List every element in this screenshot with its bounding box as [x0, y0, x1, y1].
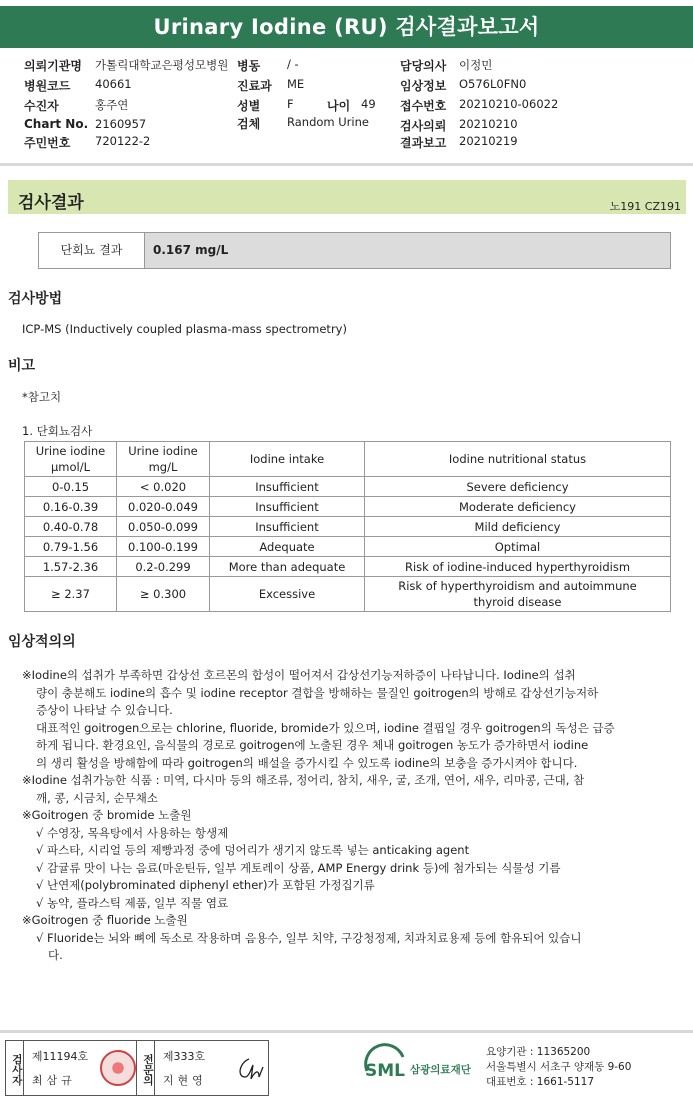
table-row [25, 497, 671, 517]
hcode-label: 병원코드 [24, 79, 71, 93]
hcode-value: 40661 [95, 77, 132, 91]
table-row [25, 577, 671, 612]
dept-value: ME [287, 77, 305, 91]
result-value: 0.167 mg/L [145, 233, 670, 268]
report-label: 결과보고 [400, 136, 447, 150]
method-title: 검사방법 [8, 291, 63, 307]
clinical-line: √ 수영장, 목욕탕에서 사용하는 항생제 [36, 825, 229, 840]
report-title: Urinary Iodine (RU) 검사결과보고서 [0, 6, 693, 48]
table-row [25, 537, 671, 557]
rrn-label: 주민번호 [24, 136, 71, 150]
recv-label: 접수번호 [400, 99, 447, 113]
table-cell: More than adequate [210, 557, 365, 577]
table-row [25, 477, 671, 497]
signature-icon [235, 1055, 265, 1083]
clinical-title: 임상적의의 [8, 634, 76, 650]
table-row [25, 517, 671, 537]
sex-value: F [287, 97, 294, 111]
inspector-license: 제11194호 [31, 1050, 89, 1063]
org-phone: 대표번호 : 1661-5117 [486, 1076, 595, 1088]
table-cell: 0.16-0.39 [25, 497, 117, 517]
divider [0, 1030, 693, 1033]
table-cell: 0.79-1.56 [25, 537, 117, 557]
clinical-text [22, 667, 662, 965]
clin-label: 임상정보 [400, 79, 447, 93]
test-code: 노191 CZ191 [609, 200, 681, 213]
confirmer-license: 제333호 [162, 1050, 206, 1063]
table-cell: 1.57-2.36 [25, 557, 117, 577]
age-value: 49 [361, 97, 376, 111]
inspector-label: 검사자 [6, 1041, 24, 1095]
table-caption: 1. 단회뇨검사 [22, 424, 93, 438]
clinical-line: ※Iodine 섭취가능한 식품 : 미역, 다시마 등의 해조류, 정어리, 참치, 새우, 굴, 조개, 연어, 새우, 리마콩, 근대, 참 [22, 773, 585, 787]
doctor-value: 이정민 [459, 58, 493, 72]
method-text: ICP-MS (Inductively coupled plasma-mass spectrometry) [22, 322, 347, 336]
patient-value: 홍주연 [95, 98, 129, 112]
table-cell: 0.020-0.049 [117, 497, 210, 517]
table-header-row [25, 442, 671, 477]
specimen-label: 검체 [237, 117, 261, 131]
table-cell: Risk of iodine-induced hyperthyroidism [365, 557, 671, 577]
org-code: 요양기관 : 11365200 [486, 1046, 591, 1058]
confirmer-name: 지현영 [162, 1074, 207, 1087]
clinical-line: √ 난연제(polybrominated diphenyl ether)가 포함된 가정집기류 [36, 878, 375, 892]
req-label: 검사의뢰 [400, 119, 447, 133]
signature-box [5, 1040, 269, 1096]
col-header: Urine iodine μmol/L [25, 442, 117, 477]
clin-value: O576L0FN0 [459, 77, 527, 91]
confirmer-group [155, 1041, 268, 1095]
table-row [25, 557, 671, 577]
section-band [8, 180, 686, 214]
clinical-line: ※Goitrogen 중 bromide 노출원 [22, 808, 192, 822]
org-address: 서울특별시 서초구 양재동 9-60 [486, 1061, 632, 1073]
result-label: 단회뇨 결과 [39, 233, 145, 268]
inst-value: 가톨릭대학교은평성모병원 [95, 58, 229, 72]
clinical-line: 증상이 나타날 수 있습니다. [36, 703, 173, 717]
table-cell: Adequate [210, 537, 365, 557]
table-cell: 0.100-0.199 [117, 537, 210, 557]
clinical-line: √ 파스타, 시리얼 등의 제빵과정 중에 덩어리가 생기지 않도록 넣는 anticaking agent [36, 843, 470, 857]
ward-label: 병동 [237, 59, 261, 73]
remarks-title: 비고 [8, 358, 36, 374]
report-value: 20210219 [459, 134, 518, 148]
clinical-line: 다. [48, 948, 63, 962]
divider [0, 163, 693, 166]
confirmer-label: 전문의 [137, 1041, 155, 1095]
section-title: 검사결과 [18, 193, 84, 213]
ref-note: *참고치 [22, 390, 62, 404]
org-info [486, 1045, 631, 1090]
reference-table [24, 441, 671, 612]
clinical-line: 대표적인 goitrogen으로는 chlorine, fluoride, bromide가 있으며, iodine 결핍일 경우 goitrogen의 독성은 급증 [36, 720, 615, 735]
table-cell: Optimal [365, 537, 671, 557]
table-cell: Insufficient [210, 517, 365, 537]
table-cell: 0-0.15 [25, 477, 117, 497]
clinical-line: ※Iodine의 섭취가 부족하면 갑상선 호르몬의 합성이 떨어져서 갑상선기능저하증이 나타납니다. Iodine의 섭취 [22, 668, 576, 682]
clinical-line: 깨, 콩, 시금치, 순무채소 [36, 790, 158, 805]
clinical-line: 의 생리 활성을 방해함에 따라 goitrogen의 배설을 증가시킬 수 있도록 iodine의 보충을 증가시켜야 합니다. [36, 755, 578, 770]
age-label: 나이 [327, 99, 351, 113]
col-header: Iodine nutritional status [365, 442, 671, 477]
inspector-group [24, 1041, 137, 1095]
result-box [38, 232, 671, 269]
sex-label: 성별 [237, 99, 261, 113]
table-cell: 0.050-0.099 [117, 517, 210, 537]
col-header: Iodine intake [210, 442, 365, 477]
dept-label: 진료과 [237, 79, 272, 93]
seal-stamp-icon [100, 1050, 136, 1086]
clinical-line: 량이 충분해도 iodine의 흡수 및 iodine receptor 결합을 방해하는 물질인 goitrogen의 방해로 갑상선기능저하 [36, 685, 599, 700]
table-cell: ≥ 0.300 [117, 577, 210, 612]
table-cell: 0.2-0.299 [117, 557, 210, 577]
doctor-label: 담당의사 [400, 59, 447, 73]
table-cell: Risk of hyperthyroidism and autoimmune thyroid disease [365, 577, 671, 612]
clinical-line: √ 농약, 플라스틱 제품, 일부 직물 염료 [36, 895, 229, 910]
rrn-value: 720122-2 [95, 134, 151, 148]
col-header: Urine iodine mg/L [117, 442, 210, 477]
req-value: 20210210 [459, 117, 518, 131]
table-cell: < 0.020 [117, 477, 210, 497]
inst-label: 의뢰기관명 [24, 59, 82, 73]
table-cell: Moderate deficiency [365, 497, 671, 517]
chart-label: Chart No. [24, 117, 89, 131]
specimen-value: Random Urine [287, 115, 369, 129]
ward-value: / - [287, 57, 299, 71]
clinical-line: 하게 됩니다. 환경요인, 음식물의 경로로 goitrogen에 노출된 경우 체내 goitrogen 농도가 증가하면서 iodine [36, 738, 589, 752]
table-cell: Mild deficiency [365, 517, 671, 537]
clinical-line: ※Goitrogen 중 fluoride 노출원 [22, 913, 188, 927]
logo-text: SML [365, 1061, 405, 1081]
chart-value: 2160957 [95, 117, 147, 131]
patient-label: 수진자 [24, 99, 59, 113]
table-cell: ≥ 2.37 [25, 577, 117, 612]
table-cell: Insufficient [210, 477, 365, 497]
table-cell: Excessive [210, 577, 365, 612]
inspector-name: 최삼규 [31, 1074, 76, 1087]
logo-subtitle: 삼광의료재단 [410, 1064, 471, 1076]
clinical-line: √ Fluoride는 뇌와 뼈에 독소로 작용하며 음용수, 일부 치약, 구강청정제, 치과치료용제 등에 함유되어 있습니 [36, 930, 582, 945]
table-cell: Severe deficiency [365, 477, 671, 497]
recv-value: 20210210-06022 [459, 97, 559, 111]
clinical-line: √ 감귤류 맛이 나는 음료(마운틴듀, 일부 게토레이 상품, AMP Energy drink 등)에 첨가되는 식물성 기름 [36, 860, 561, 875]
table-cell: Insufficient [210, 497, 365, 517]
table-cell: 0.40-0.78 [25, 517, 117, 537]
